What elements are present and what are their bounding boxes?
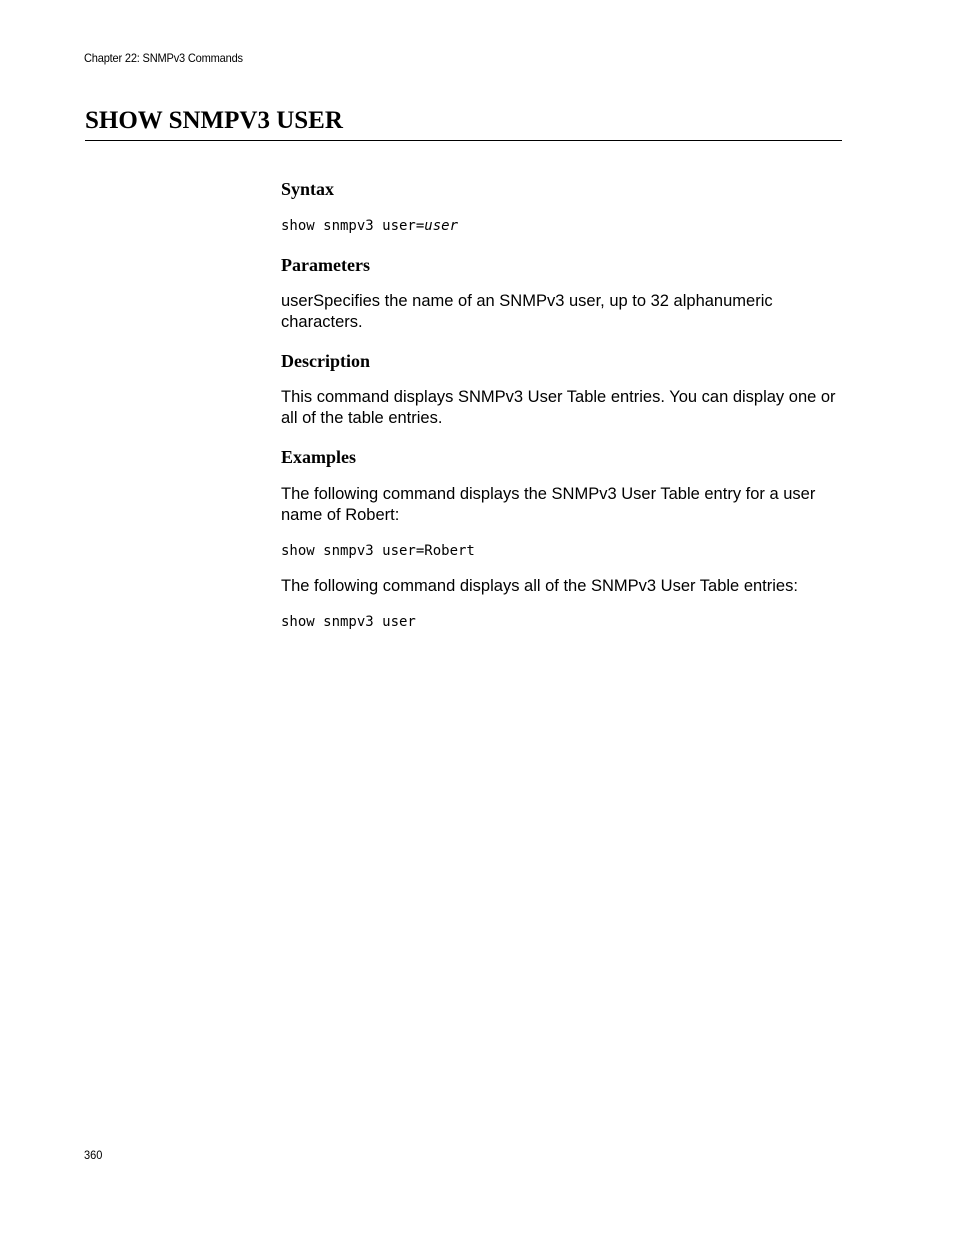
parameters-text: userSpecifies the name of an SNMPv3 user, up to 32 alphanumeric characters. (281, 292, 773, 331)
example-2-code: show snmpv3 user (281, 614, 416, 630)
running-header: Chapter 22: SNMPv3 Commands (84, 51, 243, 65)
parameters-heading: Parameters (281, 255, 370, 275)
page-number: 360 (84, 1148, 103, 1162)
title-divider (85, 140, 842, 141)
example-1-text: The following command displays the SNMPv3 User Table entry for a user name of Robert: (281, 485, 816, 524)
example-2-text: The following command displays all of the SNMPv3 User Table entries: (281, 577, 798, 595)
syntax-command: show snmpv3 user= (281, 218, 425, 234)
syntax-argument: user (424, 218, 459, 234)
syntax-heading: Syntax (281, 179, 335, 199)
examples-heading: Examples (281, 447, 357, 467)
description-heading: Description (281, 351, 370, 371)
syntax-code (281, 216, 846, 236)
description-text: This command displays SNMPv3 User Table entries. You can display one or all of the table entries. (281, 388, 836, 427)
example-1-code: show snmpv3 user=Robert (281, 543, 475, 559)
page-title: SHOW SNMPV3 USER (85, 107, 343, 134)
command-content (281, 178, 846, 632)
